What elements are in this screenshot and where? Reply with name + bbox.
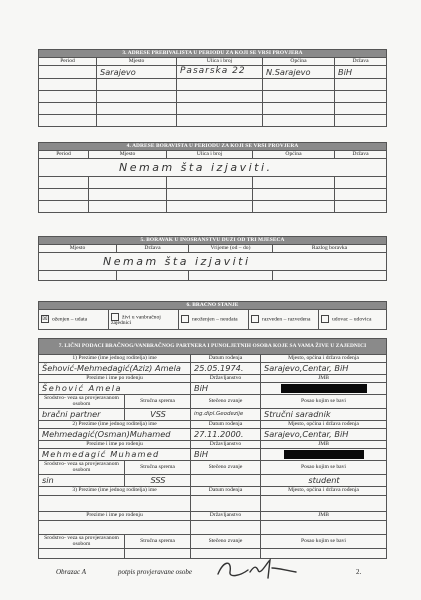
section-6-title: 6. BRAČNO STANJE xyxy=(39,302,387,310)
col-place: Mjesto xyxy=(97,58,177,66)
education-header: Stručna sprema xyxy=(125,395,191,409)
option-cohabiting[interactable]: živi u vanbračnoj zajednici xyxy=(109,310,179,330)
person-1-citizenship: BiH xyxy=(191,383,261,395)
person-1-title: ing.dipl.Geodezije xyxy=(191,409,261,421)
redaction-bar xyxy=(281,384,367,393)
form-label: Obrazac A xyxy=(56,568,87,576)
page-number: 2. xyxy=(356,568,362,576)
job-header: Posao kojim se bavi xyxy=(261,535,387,549)
checkbox-icon[interactable] xyxy=(251,315,259,323)
option-unmarried[interactable]: neoženjen – neudata xyxy=(179,310,249,330)
redaction-bar xyxy=(284,450,364,459)
person-2-name: Mehmedagić(Osman)Muhamed xyxy=(39,429,191,441)
section-3-title: 3. ADRESE PREBIVALIŠTA U PERIODU ZA KOJI SE VRŠI PROVJERA xyxy=(39,50,387,58)
section-7-table xyxy=(38,338,387,559)
relation-header: Srodstvo- veza sa provjeravanom osobom xyxy=(39,461,125,475)
person-1-name: Šehović-Mehmedagić(Aziz) Amela xyxy=(39,363,191,375)
person-2-dob: 27.11.2000. xyxy=(191,429,261,441)
jmb-header: JMB xyxy=(261,375,387,383)
title-header: Stečeno zvanje xyxy=(191,461,261,475)
person-3-name-header: 3) Prezime (ime jednog roditelja) ime xyxy=(39,487,191,496)
section-5-table xyxy=(38,236,387,281)
col-street: Ulica i broj xyxy=(167,151,253,159)
person-1-relation: bračni partner xyxy=(39,409,125,421)
birthname-header: Prezime i ime po rođenju xyxy=(39,512,191,521)
signature-label: potpis provjeravane osobe xyxy=(118,568,193,576)
person-1-name-header: 1) Prezime (ime jednog roditelja) ime xyxy=(39,355,191,363)
title-header: Stečeno zvanje xyxy=(191,535,261,549)
dob-header: Datum rođenja xyxy=(191,421,261,429)
col-municipality: Općina xyxy=(253,151,335,159)
dob-header: Datum rođenja xyxy=(191,487,261,496)
option-married[interactable]: ☒ oženjen – udata xyxy=(39,310,109,330)
person-2-title xyxy=(191,475,261,487)
birthplace-header: Mjesto, općina i država rođenja xyxy=(261,487,387,496)
street-cell: Pasarska 22 xyxy=(177,66,263,79)
person-2-relation: sin xyxy=(39,475,125,487)
section-3-table xyxy=(38,49,387,127)
col-place: Mjesto xyxy=(89,151,167,159)
person-1-dob: 25.05.1974. xyxy=(191,363,261,375)
person-2-jmb xyxy=(261,449,387,461)
checkbox-icon[interactable] xyxy=(321,315,329,323)
person-1-birthplace: Sarajevo,Centar, BiH xyxy=(261,363,387,375)
person-1-job: Stručni saradnik xyxy=(261,409,387,421)
person-1-jmb xyxy=(261,383,387,395)
education-header: Stručna sprema xyxy=(125,535,191,549)
col-reason: Razlog boravka xyxy=(273,245,387,253)
person-2-birthname: Mehmedagić Muhamed xyxy=(39,449,191,461)
relation-header: Srodstvo- veza sa provjeravanom osobom xyxy=(39,395,125,409)
person-2-education: SSS xyxy=(125,475,191,487)
col-time: Vrijeme (od – do) xyxy=(189,245,273,253)
citizenship-header: Državljanstvo xyxy=(191,441,261,449)
municipality-cell: N.Sarajevo xyxy=(263,66,335,79)
person-2-birthplace: Sarajevo,Centar, BiH xyxy=(261,429,387,441)
col-country: Država xyxy=(335,58,387,66)
section-4-table xyxy=(38,142,387,213)
section-4-title: 4. ADRESE BORAVIŠTA U PERIODU ZA KOJI SE VRŠI PROVJERA xyxy=(39,143,387,151)
person-1-education: VSS xyxy=(125,409,191,421)
job-header: Posao kojim se bavi xyxy=(261,461,387,475)
section-5-title: 5. BORAVAK U INOSRANSTVU DUŽI OD TRI MJESECA xyxy=(39,237,387,245)
citizenship-header: Državljanstvo xyxy=(191,512,261,521)
jmb-header: JMB xyxy=(261,512,387,521)
section-6-table xyxy=(38,301,387,330)
relation-header: Srodstvo- veza sa provjeravanom osobom xyxy=(39,535,125,549)
signature-icon xyxy=(214,556,300,582)
col-country: Država xyxy=(335,151,387,159)
education-header: Stručna sprema xyxy=(125,461,191,475)
jmb-header: JMB xyxy=(261,441,387,449)
birthplace-header: Mjesto, općina i država rođenja xyxy=(261,355,387,363)
col-place: Mjesto xyxy=(39,245,117,253)
handwritten-nothing-to-declare: Nemam šta izjaviti. xyxy=(119,160,273,174)
person-2-citizenship: BiH xyxy=(191,449,261,461)
person-2-job: student xyxy=(261,475,387,487)
col-municipality: Općina xyxy=(263,58,335,66)
job-header: Posao kojim se bavi xyxy=(261,395,387,409)
period-cell xyxy=(39,66,97,79)
handwritten-nothing-to-declare: Nemam šta izjaviti xyxy=(103,254,251,268)
option-widowed[interactable]: udovac – udovica xyxy=(319,310,387,330)
country-cell: BiH xyxy=(335,66,387,79)
place-cell: Sarajevo xyxy=(97,66,177,79)
citizenship-header: Državljanstvo xyxy=(191,375,261,383)
birthname-header: Prezime i ime po rođenju xyxy=(39,375,191,383)
section-7-title: 7. LIČNI PODACI BRAČNOG/VANBRAČNOG PARTNERA I PUNOLJETNIH OSOBA KOJE SA VAMA ŽIVE U ZAJEDNICI xyxy=(39,339,387,355)
dob-header: Datum rođenja xyxy=(191,355,261,363)
checkbox-icon[interactable] xyxy=(181,315,189,323)
col-period: Period xyxy=(39,58,97,66)
person-2-name-header: 2) Prezime (ime jednog roditelja) ime xyxy=(39,421,191,429)
checkbox-checked-icon[interactable]: ☒ xyxy=(42,316,48,323)
col-period: Period xyxy=(39,151,89,159)
col-country: Država xyxy=(117,245,189,253)
option-divorced[interactable]: razveden – razvedena xyxy=(249,310,319,330)
person-1-birthname: Šehović Amela xyxy=(39,383,191,395)
title-header: Stečeno zvanje xyxy=(191,395,261,409)
birthname-header: Prezime i ime po rođenju xyxy=(39,441,191,449)
birthplace-header: Mjesto, općina i država rođenja xyxy=(261,421,387,429)
col-street: Ulica i broj xyxy=(177,58,263,66)
